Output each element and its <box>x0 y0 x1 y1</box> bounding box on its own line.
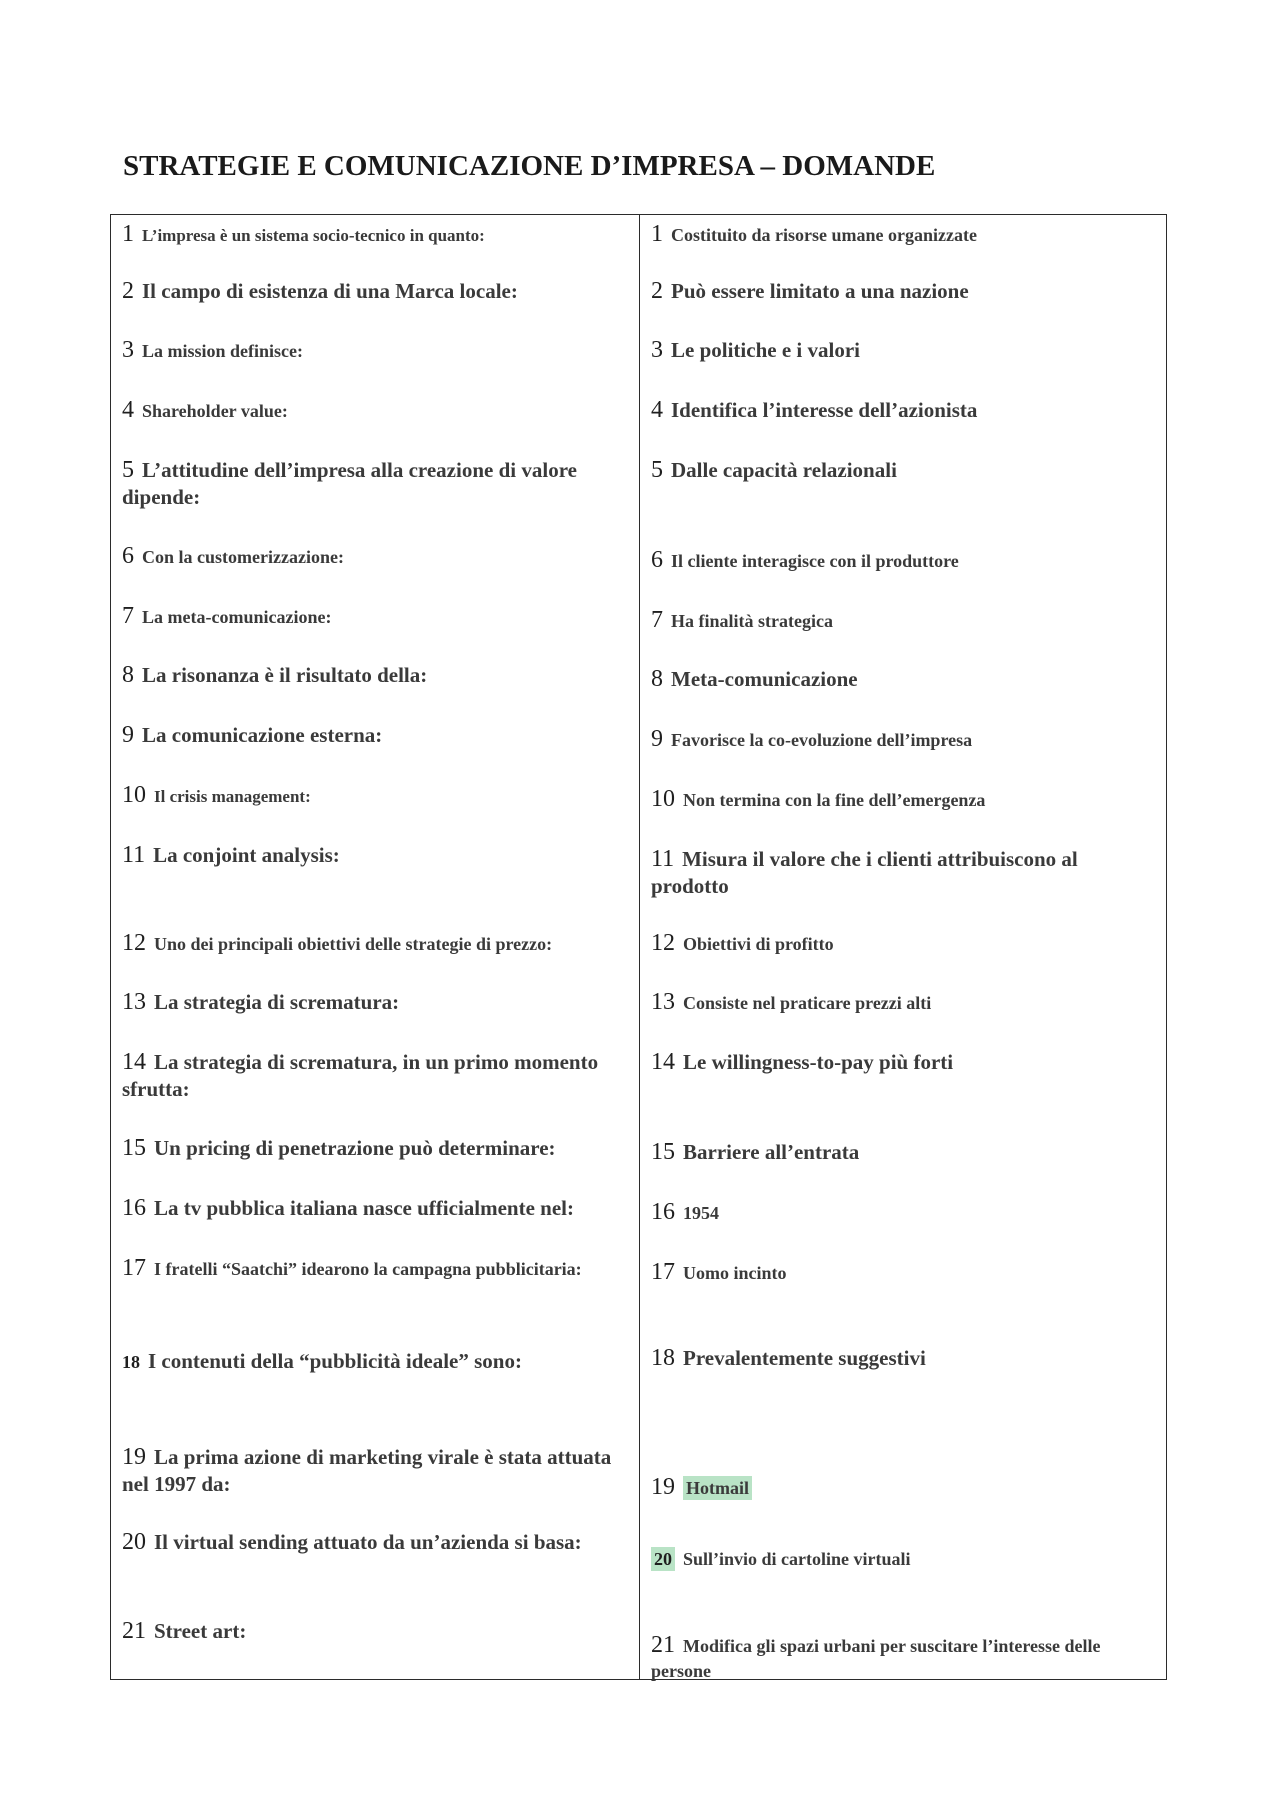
answer-7 <box>651 607 1156 635</box>
question-19 <box>122 1444 632 1498</box>
answer-3 <box>651 337 1156 364</box>
questions-table <box>110 214 1167 1680</box>
answer-text: Costituito da risorse umane organizzate <box>671 225 977 245</box>
answer-text: Modifica gli spazi urbani per suscitare l’interesse delle persone <box>651 1636 1101 1681</box>
answer-20 <box>651 1546 1156 1573</box>
question-number: 14 <box>122 1049 146 1075</box>
answer-text: Obiettivi di profitto <box>683 934 834 954</box>
answer-text: Sull’invio di cartoline virtuali <box>683 1549 911 1569</box>
question-number: 3 <box>122 337 134 363</box>
question-text: Un pricing di penetrazione può determinare: <box>154 1136 556 1160</box>
answer-16 <box>651 1199 1156 1227</box>
answer-12 <box>651 930 1156 958</box>
question-text: Shareholder value: <box>142 401 288 421</box>
page-title: STRATEGIE E COMUNICAZIONE D’IMPRESA – DOMANDE <box>123 150 936 182</box>
answer-text: Le willingness-to-pay più forti <box>683 1050 954 1074</box>
question-text: Street art: <box>154 1619 247 1643</box>
answer-text: Le politiche e i valori <box>671 338 860 362</box>
answer-14 <box>651 1049 1156 1076</box>
answer-number: 18 <box>651 1345 675 1371</box>
answer-8 <box>651 666 1156 693</box>
question-number: 6 <box>122 543 134 569</box>
answer-9 <box>651 726 1156 754</box>
column-divider <box>639 215 640 1679</box>
question-number: 19 <box>122 1444 146 1470</box>
question-8 <box>122 662 632 689</box>
question-14 <box>122 1049 632 1103</box>
answer-number: 7 <box>651 607 663 633</box>
answer-text: Misura il valore che i clienti attribuiscono al prodotto <box>651 847 1078 898</box>
answer-number: 1 <box>651 221 663 247</box>
question-text: I contenuti della “pubblicità ideale” sono: <box>148 1349 522 1373</box>
question-text: La prima azione di marketing virale è stata attuata nel 1997 da: <box>122 1445 612 1496</box>
answer-text: Può essere limitato a una nazione <box>671 279 969 303</box>
question-text: I fratelli “Saatchi” idearono la campagna pubblicitaria: <box>154 1259 582 1279</box>
answer-number: 10 <box>651 786 675 812</box>
question-number: 18 <box>122 1352 140 1372</box>
question-18 <box>122 1348 632 1376</box>
answer-text: Dalle capacità relazionali <box>671 458 897 482</box>
answer-text: Identifica l’interesse dell’azionista <box>671 398 978 422</box>
question-number: 15 <box>122 1135 146 1161</box>
question-3 <box>122 337 632 365</box>
question-text: La risonanza è il risultato della: <box>142 663 428 687</box>
question-number: 20 <box>122 1529 146 1555</box>
question-17 <box>122 1255 632 1283</box>
answer-number: 19 <box>651 1474 675 1500</box>
question-text: La strategia di scrematura, in un primo momento sfrutta: <box>122 1050 599 1101</box>
answer-number: 20 <box>651 1547 675 1571</box>
answer-text: Il cliente interagisce con il produttore <box>671 551 959 571</box>
question-6 <box>122 543 632 571</box>
answer-19 <box>651 1474 1156 1502</box>
answer-text: Consiste nel praticare prezzi alti <box>683 993 932 1013</box>
answer-21 <box>651 1633 1156 1684</box>
answer-number: 11 <box>651 846 675 872</box>
question-text: Il crisis management: <box>154 787 311 806</box>
answer-text: Hotmail <box>683 1476 752 1500</box>
question-text: Il campo di esistenza di una Marca locale: <box>142 279 518 303</box>
question-9 <box>122 722 632 749</box>
question-15 <box>122 1135 632 1162</box>
question-21 <box>122 1618 632 1645</box>
answer-5 <box>651 457 1156 484</box>
question-20 <box>122 1529 632 1556</box>
answer-2 <box>651 278 1156 305</box>
question-text: La conjoint analysis: <box>153 843 340 867</box>
question-number: 21 <box>122 1618 146 1644</box>
answer-number: 5 <box>651 457 663 483</box>
question-5 <box>122 457 632 511</box>
answer-number: 2 <box>651 278 663 304</box>
question-2 <box>122 278 632 305</box>
answer-number: 4 <box>651 397 663 423</box>
answer-10 <box>651 786 1156 814</box>
question-text: L’attitudine dell’impresa alla creazione di valore dipende: <box>122 458 577 509</box>
question-number: 9 <box>122 722 134 748</box>
answer-4 <box>651 397 1156 424</box>
answer-13 <box>651 989 1156 1017</box>
answer-text: 1954 <box>683 1203 719 1223</box>
answer-11 <box>651 846 1156 900</box>
answer-6 <box>651 547 1156 575</box>
question-number: 12 <box>122 930 146 956</box>
question-text: L’impresa è un sistema socio-tecnico in quanto: <box>142 226 485 245</box>
answer-number: 9 <box>651 726 663 752</box>
answer-number: 12 <box>651 930 675 956</box>
question-16 <box>122 1195 632 1222</box>
answer-text: Barriere all’entrata <box>683 1140 860 1164</box>
answer-number: 8 <box>651 666 663 692</box>
question-4 <box>122 397 632 425</box>
answer-17 <box>651 1259 1156 1287</box>
question-12 <box>122 930 632 958</box>
question-text: Con la customerizzazione: <box>142 547 344 567</box>
question-text: La strategia di scrematura: <box>154 990 400 1014</box>
answer-number: 21 <box>651 1632 675 1658</box>
question-number: 1 <box>122 221 134 247</box>
answer-number: 14 <box>651 1049 675 1075</box>
answer-number: 13 <box>651 989 675 1015</box>
answer-15 <box>651 1139 1156 1166</box>
question-10 <box>122 782 632 810</box>
answer-number: 6 <box>651 547 663 573</box>
question-text: La mission definisce: <box>142 341 304 361</box>
answer-text: Non termina con la fine dell’emergenza <box>683 790 986 810</box>
question-11 <box>122 842 632 869</box>
question-number: 11 <box>122 842 146 868</box>
question-number: 8 <box>122 662 134 688</box>
answer-text: Ha finalità strategica <box>671 611 833 631</box>
answer-number: 16 <box>651 1199 675 1225</box>
question-number: 16 <box>122 1195 146 1221</box>
question-number: 10 <box>122 782 146 808</box>
question-text: Uno dei principali obiettivi delle strategie di prezzo: <box>154 934 553 954</box>
question-number: 4 <box>122 397 134 423</box>
answer-text: Favorisce la co-evoluzione dell’impresa <box>671 730 973 750</box>
question-text: La comunicazione esterna: <box>142 723 383 747</box>
question-text: La tv pubblica italiana nasce ufficialmente nel: <box>154 1196 574 1220</box>
answer-18 <box>651 1345 1156 1372</box>
question-text: Il virtual sending attuato da un’azienda si basa: <box>154 1530 582 1554</box>
answer-1 <box>651 221 1156 249</box>
answer-number: 17 <box>651 1259 675 1285</box>
answer-text: Meta-comunicazione <box>671 667 858 691</box>
question-13 <box>122 989 632 1016</box>
answer-text: Prevalentemente suggestivi <box>683 1346 926 1370</box>
question-number: 7 <box>122 603 134 629</box>
answer-number: 3 <box>651 337 663 363</box>
answer-number: 15 <box>651 1139 675 1165</box>
question-1 <box>122 221 632 249</box>
question-number: 2 <box>122 278 134 304</box>
question-7 <box>122 603 632 631</box>
question-number: 13 <box>122 989 146 1015</box>
question-number: 5 <box>122 457 134 483</box>
question-number: 17 <box>122 1255 146 1281</box>
answer-text: Uomo incinto <box>683 1263 787 1283</box>
question-text: La meta-comunicazione: <box>142 607 332 627</box>
